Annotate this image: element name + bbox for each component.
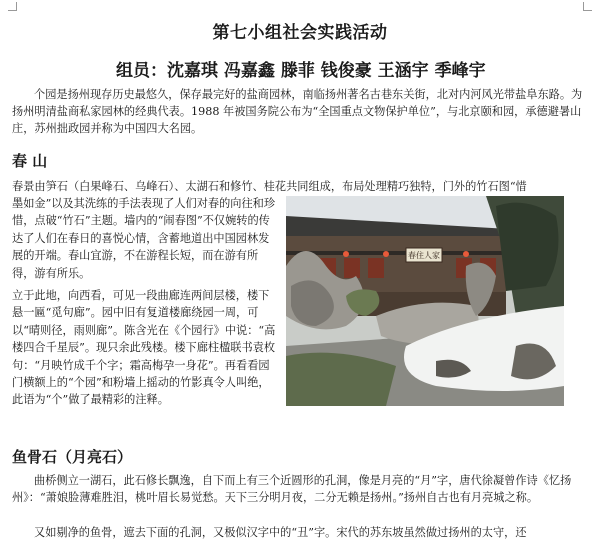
document-title: 第七小组社会实践活动 bbox=[212, 23, 388, 43]
intro-paragraph: 个园是扬州现存历史最悠久，保存最完好的盐商园林，南临扬州著名古巷东关街，北对内河风光带盐阜东路。为扬州明清盐商私家园林的经典代表。1988 年被国务院公布为“全国重点文物保护单位”，与北京颐和园，承德避暑山庄，苏州拙政园并称为中国四大名园。 bbox=[12, 88, 583, 135]
spring-mountain-paragraph: 墨如金”以及其洗练的手法表现了人们对春的向往和珍惜，点破“竹石”主题。墙内的“闹春图”不仅婉转的传达了人们在春日的喜悦心情，含蓄地道出中国园林发展的开端。春山宜游，不在游程长短，而在游有所得，游有所乐。 bbox=[12, 197, 276, 280]
margin-corner-mark bbox=[583, 2, 592, 11]
margin-corner-mark bbox=[8, 2, 17, 11]
spring-mountain-first-line: 春景由笋石（白果峰石、乌峰石）、太湖石和修竹、桂花共同组成，布局处理精巧独特，门外的竹石图“惜 bbox=[12, 180, 527, 193]
fishbone-stone-paragraph: 曲桥侧立一湖石，此石修长飘逸，自下而上有三个近圆形的孔洞，像是月亮的“月”字，唐代徐凝曾作诗《忆扬州》：“萧娘脸薄难胜泪，桃叶眉长易觉愁。天下三分明月夜，二分无赖是扬州。”扬州自古也有月亮城之称。 bbox=[12, 474, 572, 504]
photo-plaque-text: 春住人家 bbox=[408, 251, 440, 260]
section-heading-fishbone-stone: 鱼骨石（月亮石） bbox=[12, 448, 133, 466]
fishbone-stone-paragraph-2: 又如剔净的鱼骨，遮去下面的孔洞，又极似汉字中的“丑”字。宋代的苏东坡虽然做过扬州的太守，还 bbox=[34, 526, 527, 539]
section-heading-spring-mountain: 春 山 bbox=[12, 152, 48, 170]
garden-photo bbox=[286, 196, 564, 406]
spring-mountain-paragraph-2: 立于此地，向西看，可见一段曲廊连两间层楼，楼下悬一匾“觅句廊”。园中旧有复道楼廊绕园一周，可以“晴则径，雨则廊”。陈含光在《个园行》中说：“高楼四合千星辰”。现只余此残楼。楼下廊柱楹联书袁枚句：“月映竹成千个字；霜高梅孕一身花”。再看看园门横额上的“个园”和粉墙上摇动的竹影真令人叫绝，此语为“个”做了最精彩的注释。 bbox=[12, 289, 276, 407]
group-members: 组员：沈嘉琪 冯嘉鑫 滕菲 钱俊豪 王涵宇 季峰宇 bbox=[116, 61, 486, 81]
